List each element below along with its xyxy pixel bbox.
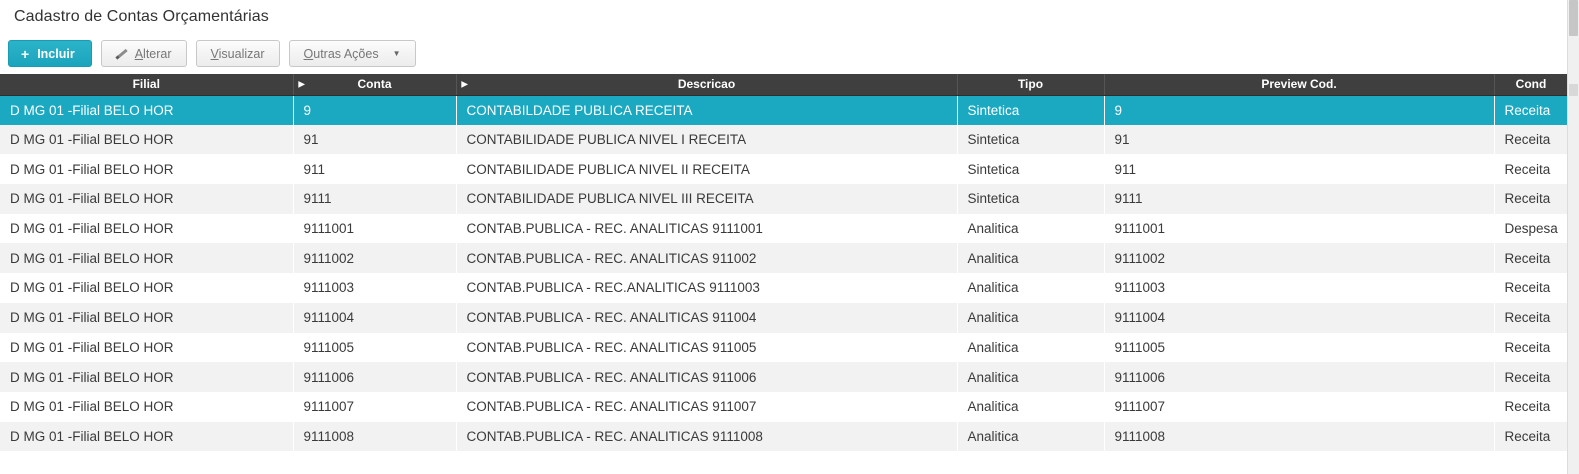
cell-tipo: Analitica — [967, 428, 1019, 444]
column-header-preview-cod[interactable] — [1104, 74, 1494, 95]
cell-conta: 9111007 — [303, 399, 355, 415]
cell-descricao: CONTAB.PUBLICA - REC. ANALITICAS 911002 — [466, 250, 757, 266]
table-row[interactable] — [0, 243, 1568, 273]
cell-filial: D MG 01 -Filial BELO HOR — [10, 221, 174, 237]
other-actions-button[interactable] — [289, 40, 416, 67]
cell-filial: D MG 01 -Filial BELO HOR — [10, 310, 174, 326]
action-toolbar — [0, 33, 1579, 74]
cell-preview-cod: 9111003 — [1114, 280, 1166, 296]
cell-preview-cod: 9111004 — [1114, 310, 1166, 326]
cell-tipo: Sintetica — [967, 132, 1020, 148]
cell-preview-cod: 9111002 — [1114, 250, 1166, 266]
cell-conta: 9111001 — [303, 221, 355, 237]
cell-conta: 9111008 — [303, 428, 355, 444]
cell-descricao: CONTABILDADE PUBLICA RECEITA — [466, 102, 693, 118]
scrollbar-thumb[interactable] — [1569, 0, 1578, 36]
cell-filial: D MG 01 -Filial BELO HOR — [10, 191, 174, 207]
cell-tipo: Sintetica — [967, 161, 1020, 177]
table-row[interactable] — [0, 273, 1568, 303]
cell-descricao: CONTAB.PUBLICA - REC. ANALITICAS 9111001 — [466, 221, 763, 237]
cell-conta: 911 — [303, 161, 326, 177]
include-button-label: Incluir — [37, 46, 75, 61]
cell-tipo: Analitica — [967, 221, 1019, 237]
scrollbar-thumb-secondary[interactable] — [1569, 84, 1578, 96]
table-row[interactable] — [0, 154, 1568, 184]
cell-tipo: Analitica — [967, 369, 1019, 385]
cell-descricao: CONTAB.PUBLICA - REC. ANALITICAS 9111008 — [466, 428, 763, 444]
column-header-descricao[interactable] — [456, 74, 957, 95]
grid-header — [0, 74, 1568, 95]
cell-descricao: CONTAB.PUBLICA - REC. ANALITICAS 911007 — [466, 399, 757, 415]
column-header-descricao-label: Descricao — [677, 77, 736, 92]
column-header-cond-label: Cond — [1515, 77, 1547, 92]
cell-tipo: Analitica — [967, 399, 1019, 415]
alter-button-label: Alterar — [134, 46, 172, 61]
cell-conta: 9111 — [303, 191, 332, 207]
cell-descricao: CONTABILIDADE PUBLICA NIVEL I RECEITA — [466, 132, 747, 148]
pencil-icon — [116, 48, 127, 59]
cell-filial: D MG 01 -Filial BELO HOR — [10, 132, 174, 148]
chevron-down-icon: ▼ — [392, 48, 401, 58]
cell-preview-cod: 9111005 — [1114, 339, 1166, 355]
grid-header-row — [0, 74, 1568, 95]
grid-container — [0, 74, 1568, 451]
page-title: Cadastro de Contas Orçamentárias — [14, 7, 269, 25]
grid-body — [0, 95, 1568, 451]
plus-icon: + — [21, 45, 30, 62]
view-button[interactable] — [196, 40, 280, 67]
cell-conta: 9111003 — [303, 280, 355, 296]
cell-cond: Receita — [1504, 310, 1551, 326]
sort-indicator-icon: ▶ — [461, 79, 468, 89]
view-button-label: Visualizar — [210, 46, 265, 61]
cell-tipo: Sintetica — [967, 102, 1020, 118]
cell-filial: D MG 01 -Filial BELO HOR — [10, 161, 174, 177]
title-bar — [0, 0, 1579, 33]
column-header-cond[interactable] — [1494, 74, 1568, 95]
cell-tipo: Analitica — [967, 280, 1019, 296]
cell-cond: Receita — [1504, 280, 1551, 296]
cell-preview-cod: 9111008 — [1114, 428, 1166, 444]
cell-cond: Receita — [1504, 250, 1551, 266]
include-button[interactable] — [8, 40, 92, 67]
cell-cond: Receita — [1504, 399, 1551, 415]
cell-cond: Despesa — [1504, 221, 1558, 237]
cell-filial: D MG 01 -Filial BELO HOR — [10, 250, 174, 266]
cell-tipo: Analitica — [967, 310, 1019, 326]
cell-tipo: Analitica — [967, 339, 1019, 355]
cell-cond: Receita — [1504, 369, 1551, 385]
column-header-tipo[interactable] — [957, 74, 1104, 95]
cell-cond: Receita — [1504, 132, 1551, 148]
table-row[interactable] — [0, 333, 1568, 363]
table-row[interactable] — [0, 422, 1568, 452]
cell-descricao: CONTAB.PUBLICA - REC. ANALITICAS 911004 — [466, 310, 757, 326]
table-row[interactable] — [0, 392, 1568, 422]
cell-descricao: CONTABILIDADE PUBLICA NIVEL II RECEITA — [466, 161, 750, 177]
column-header-preview-cod-label: Preview Cod. — [1261, 77, 1337, 92]
cell-conta: 91 — [303, 132, 319, 148]
other-actions-label: Outras Ações — [303, 46, 379, 61]
cell-filial: D MG 01 -Filial BELO HOR — [10, 369, 174, 385]
cell-filial: D MG 01 -Filial BELO HOR — [10, 428, 174, 444]
column-header-conta-label: Conta — [357, 77, 392, 92]
cell-cond: Receita — [1504, 339, 1551, 355]
alter-button[interactable] — [101, 40, 187, 67]
sort-indicator-icon: ▶ — [298, 79, 305, 89]
cell-descricao: CONTABILIDADE PUBLICA NIVEL III RECEITA — [466, 191, 754, 207]
cell-cond: Receita — [1504, 191, 1551, 207]
cell-descricao: CONTAB.PUBLICA - REC. ANALITICAS 911006 — [466, 369, 757, 385]
cell-preview-cod: 9 — [1114, 102, 1123, 118]
cell-tipo: Analitica — [967, 250, 1019, 266]
column-header-conta[interactable] — [293, 74, 456, 95]
cell-conta: 9111004 — [303, 310, 355, 326]
table-row[interactable] — [0, 184, 1568, 214]
table-row[interactable] — [0, 214, 1568, 244]
accounts-grid — [0, 74, 1568, 451]
cell-filial: D MG 01 -Filial BELO HOR — [10, 102, 174, 118]
table-row[interactable] — [0, 303, 1568, 333]
cell-preview-cod: 9111001 — [1114, 221, 1166, 237]
cell-conta: 9 — [303, 102, 312, 118]
cell-cond: Receita — [1504, 102, 1551, 118]
cell-conta: 9111006 — [303, 369, 355, 385]
cell-preview-cod: 91 — [1114, 132, 1130, 148]
cell-filial: D MG 01 -Filial BELO HOR — [10, 280, 174, 296]
cell-filial: D MG 01 -Filial BELO HOR — [10, 399, 174, 415]
cell-cond: Receita — [1504, 428, 1551, 444]
cell-preview-cod: 9111 — [1114, 191, 1143, 207]
vertical-scrollbar[interactable] — [1567, 0, 1579, 474]
cell-preview-cod: 9111006 — [1114, 369, 1166, 385]
cell-filial: D MG 01 -Filial BELO HOR — [10, 339, 174, 355]
column-header-filial[interactable] — [0, 74, 293, 95]
cell-conta: 9111005 — [303, 339, 355, 355]
column-header-filial-label: Filial — [132, 77, 160, 92]
table-row[interactable] — [0, 125, 1568, 155]
cell-tipo: Sintetica — [967, 191, 1020, 207]
column-header-tipo-label: Tipo — [1017, 77, 1044, 92]
cell-descricao: CONTAB.PUBLICA - REC.ANALITICAS 9111003 — [466, 280, 760, 296]
cell-preview-cod: 911 — [1114, 161, 1137, 177]
cell-descricao: CONTAB.PUBLICA - REC. ANALITICAS 911005 — [466, 339, 757, 355]
cell-conta: 9111002 — [303, 250, 355, 266]
table-row[interactable] — [0, 362, 1568, 392]
cell-cond: Receita — [1504, 161, 1551, 177]
cell-preview-cod: 9111007 — [1114, 399, 1166, 415]
table-row[interactable] — [0, 95, 1568, 125]
